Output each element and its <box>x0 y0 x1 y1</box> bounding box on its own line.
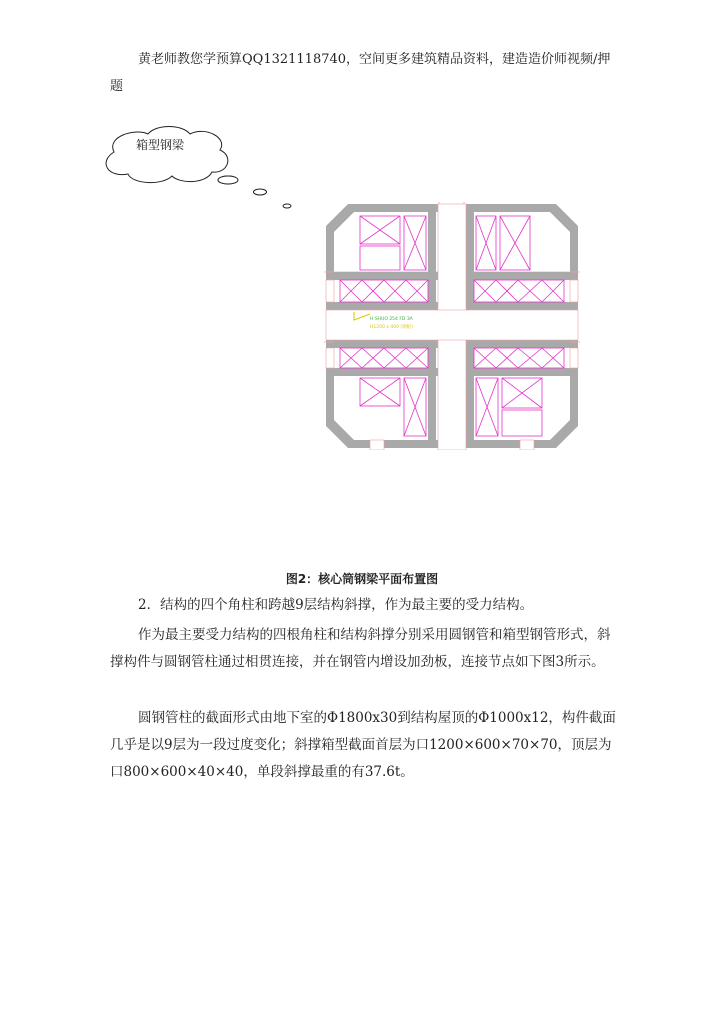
core-tube-floor-plan <box>324 202 580 450</box>
callout-label: 箱型钢梁 <box>136 138 185 152</box>
annotation-1: H SHUO 254 FD 3A <box>370 317 413 322</box>
paragraph-1: 2．结构的四个角柱和跨越9层结构斜撑，作为最主要的受力结构。 <box>138 597 534 613</box>
figure-caption: 图2：核心筒钢梁平面布置图 <box>285 572 439 586</box>
paragraph-2: 作为最主要受力结构的四根角柱和结构斜撑分别采用圆钢管和箱型钢管形式，斜撑构件与圆钢管柱通过相贯连接，并在钢管内增设加劲板，连接节点如下图3所示。 <box>110 627 611 670</box>
header-text: 黄老师教您学预算QQ1321118740，空间更多建筑精品资料，建造造价师视频/押题 <box>110 52 611 94</box>
paragraph-3: 圆钢管柱的截面形式由地下室的Φ1800x30到结构屋顶的Φ1000x12，构件截面几乎是以9层为一段过度变化；斜撑箱型截面首层为口1200×600×70×70，顶层为口800×600×40×40，单段斜撑最重的有37.6t。 <box>110 710 616 780</box>
annotation-2: H1200 x 400 (钢板) <box>370 325 413 330</box>
callout-bubbles <box>96 122 296 214</box>
